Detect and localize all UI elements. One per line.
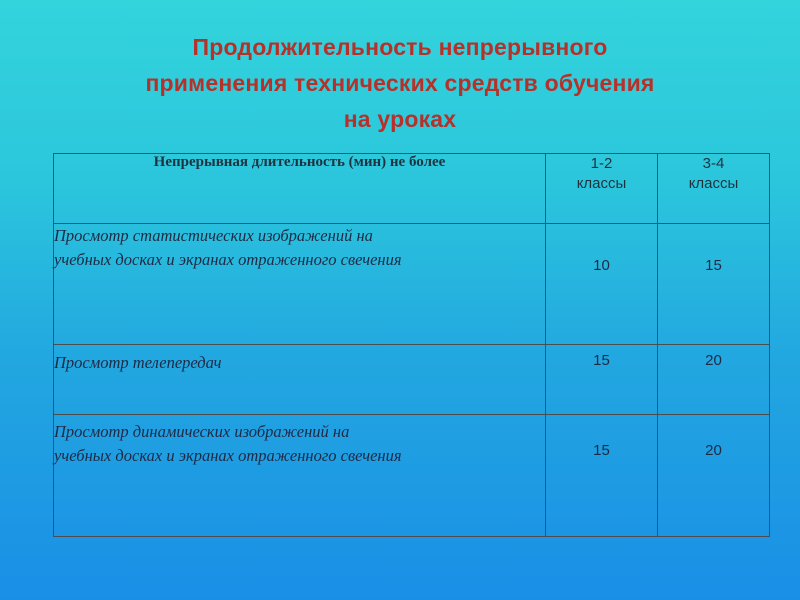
page-title [40, 29, 760, 137]
header-grades-3-4 [658, 154, 770, 224]
header-grades-1-2 [546, 154, 658, 224]
row-value-grades-3-4: 15 [658, 224, 770, 345]
table-row [54, 415, 770, 537]
row-value-grades-1-2: 10 [546, 224, 658, 345]
title-line-1: Продолжительность непрерывного [192, 34, 608, 60]
row-value-grades-3-4: 20 [658, 345, 770, 415]
header-grades-1-2-number: 1-2 [590, 155, 613, 172]
row-description-line: Просмотр статистических изображений на [54, 226, 373, 245]
row-value-grades-1-2: 15 [546, 345, 658, 415]
table-row [54, 224, 770, 345]
header-grades-3-4-number: 3-4 [702, 155, 725, 172]
duration-table [53, 153, 770, 537]
title-line-3: на уроках [343, 106, 457, 132]
row-value-grades-1-2: 15 [546, 415, 658, 537]
row-description [54, 345, 546, 415]
row-description [54, 415, 546, 537]
row-description-line: Просмотр телепередач [54, 353, 222, 372]
row-description [54, 224, 546, 345]
table-header-row [54, 154, 770, 224]
header-description: Непрерывная длительность (мин) не более [54, 154, 546, 224]
row-value-grades-3-4: 20 [658, 415, 770, 537]
row-description-line: учебных досках и экранах отраженного свечения [54, 250, 402, 269]
header-grades-3-4-label: классы [688, 175, 739, 192]
table-row [54, 345, 770, 415]
header-grades-1-2-label: классы [576, 175, 627, 192]
row-description-line: Просмотр динамических изображений на [54, 422, 350, 441]
row-description-line: учебных досках и экранах отраженного свечения [54, 446, 402, 465]
title-line-2: применения технических средств обучения [145, 70, 655, 96]
